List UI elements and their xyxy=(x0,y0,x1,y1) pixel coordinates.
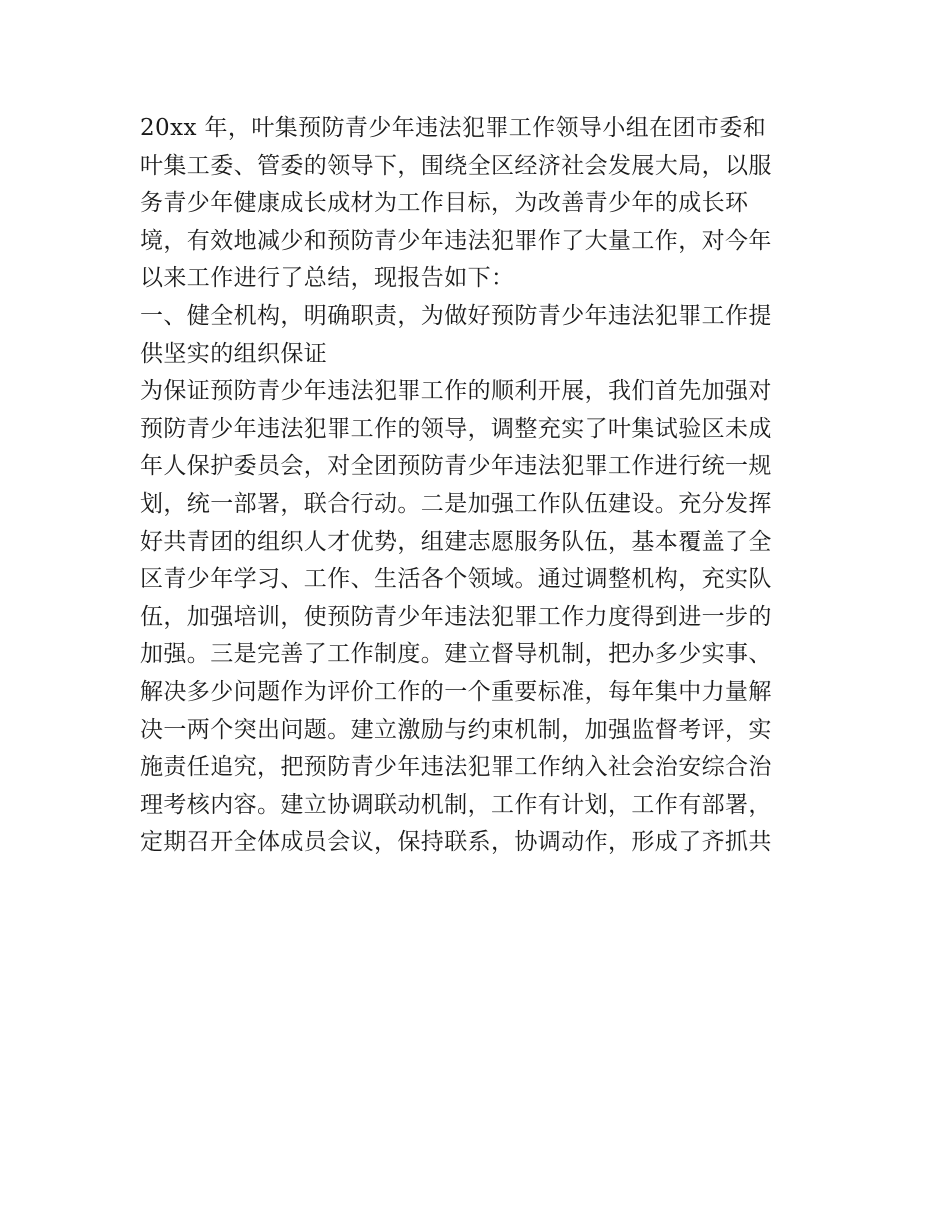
text-line: 境，有效地减少和预防青少年违法犯罪作了大量工作，对今年 xyxy=(140,227,772,254)
text-line: 加强。三是完善了工作制度。建立督导机制，把办多少实事、 xyxy=(140,641,772,668)
text-line: 解决多少问题作为评价工作的一个重要标准，每年集中力量解 xyxy=(140,678,772,705)
section-heading-line: 供坚实的组织保证 xyxy=(140,340,328,367)
text-line: 年人保护委员会，对全团预防青少年违法犯罪工作进行统一规 xyxy=(140,453,772,480)
text-line: 以来工作进行了总结，现报告如下： xyxy=(140,265,515,292)
text-line: 理考核内容。建立协调联动机制，工作有计划，工作有部署， xyxy=(140,791,772,818)
text-line: 区青少年学习、工作、生活各个领域。通过调整机构，充实队 xyxy=(140,566,772,593)
section-heading-line: 一、健全机构，明确职责，为做好预防青少年违法犯罪工作提 xyxy=(140,302,772,329)
text-line: 为保证预防青少年违法犯罪工作的顺利开展，我们首先加强对 xyxy=(140,378,772,405)
text-line: 好共青团的组织人才优势，组建志愿服务队伍，基本覆盖了全 xyxy=(140,528,772,555)
text-line: 20xx 年，叶集预防青少年违法犯罪工作领导小组在团市委和 xyxy=(140,115,767,141)
text-line: 定期召开全体成员会议，保持联系，协调动作，形成了齐抓共 xyxy=(140,829,772,856)
text-line: 务青少年健康成长成材为工作目标，为改善青少年的成长环 xyxy=(140,190,749,217)
text-line: 预防青少年违法犯罪工作的领导，调整充实了叶集试验区未成 xyxy=(140,415,772,442)
text-line: 划，统一部署，联合行动。二是加强工作队伍建设。充分发挥 xyxy=(140,490,772,517)
text-line: 伍，加强培训，使预防青少年违法犯罪工作力度得到进一步的 xyxy=(140,603,772,630)
text-line: 决一两个突出问题。建立激励与约束机制，加强监督考评，实 xyxy=(140,716,772,743)
text-line: 叶集工委、管委的领导下，围绕全区经济社会发展大局，以服 xyxy=(140,152,772,179)
report-body xyxy=(140,110,830,862)
text-line: 施责任追究，把预防青少年违法犯罪工作纳入社会治安综合治 xyxy=(140,754,772,781)
